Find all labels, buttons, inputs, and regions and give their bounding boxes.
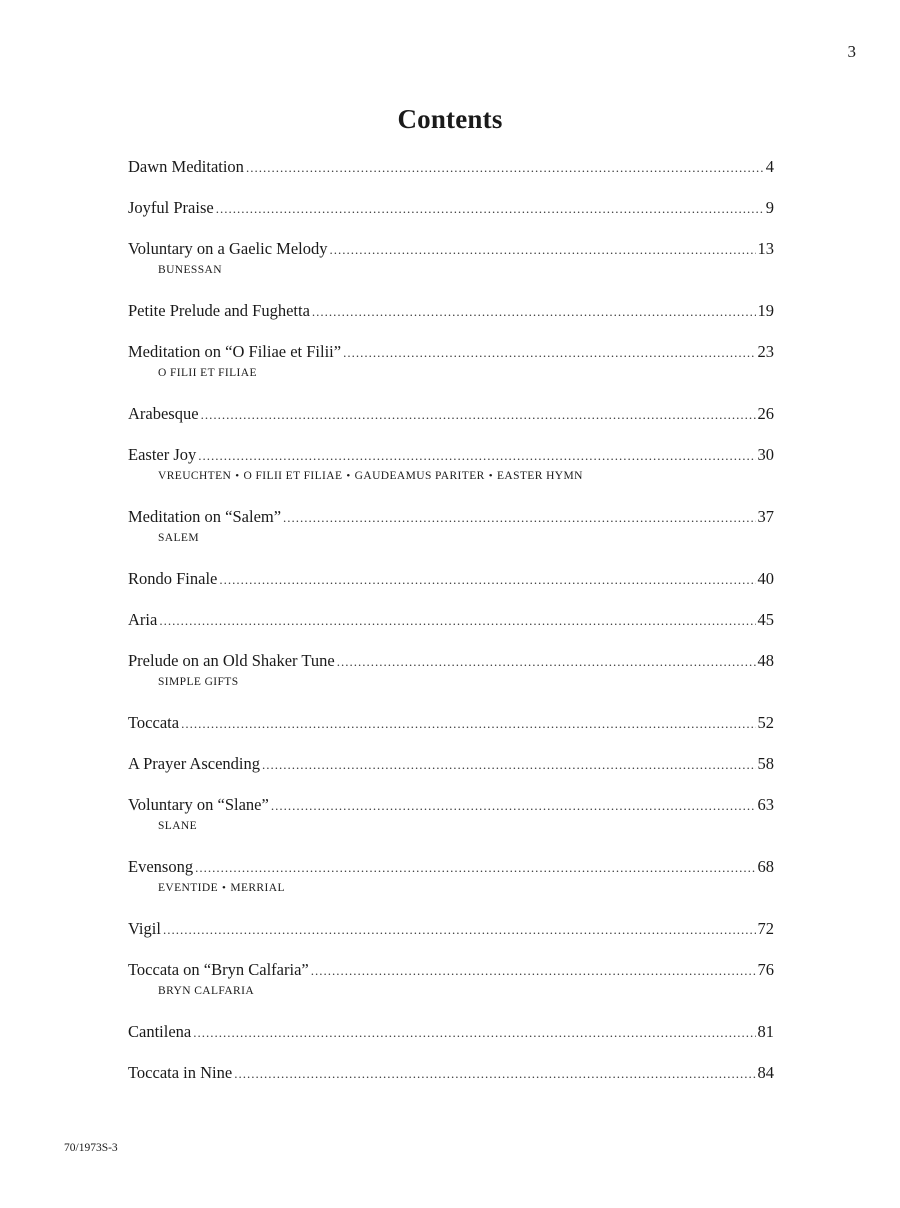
toc-entry-row	[128, 712, 774, 735]
toc-entry-title: Aria	[128, 610, 158, 629]
toc-entry-row	[128, 959, 774, 982]
bullet-separator: •	[235, 470, 240, 482]
toc-entry-page: 45	[757, 610, 774, 629]
toc-entry-page: 37	[757, 507, 774, 526]
dot-leader	[216, 198, 764, 220]
toc-entry-title: Meditation on “O Filiae et Filii”	[128, 342, 342, 361]
toc-entry-page: 48	[757, 651, 774, 670]
toc-entry-title: Arabesque	[128, 404, 199, 423]
toc-entry-row	[128, 341, 774, 364]
toc-entry-title: Cantilena	[128, 1022, 192, 1041]
toc-entry-page: 84	[757, 1063, 774, 1082]
toc-entry-page: 72	[757, 919, 774, 938]
dot-leader	[234, 1063, 755, 1085]
contents-title: Contents	[397, 104, 503, 134]
toc-entry-page: 40	[757, 569, 774, 588]
toc-entry-title: Toccata in Nine	[128, 1063, 233, 1082]
toc-entry-row	[128, 1062, 774, 1085]
toc-entry-title: Prelude on an Old Shaker Tune	[128, 651, 335, 670]
toc-entry	[128, 712, 774, 753]
tune-name: SALEM	[158, 532, 199, 544]
dot-leader	[219, 569, 755, 591]
tune-names	[158, 817, 774, 835]
toc-entry-page: 4	[765, 157, 774, 176]
toc-entry-title: A Prayer Ascending	[128, 754, 260, 773]
toc-entry	[128, 568, 774, 609]
toc-entry-page: 81	[757, 1022, 774, 1041]
toc-entry	[128, 794, 774, 856]
toc-entry-title: Voluntary on a Gaelic Melody	[128, 239, 328, 258]
tune-names	[158, 529, 774, 547]
tune-name: BRYN CALFARIA	[158, 985, 255, 997]
toc-entry-page: 26	[757, 404, 774, 423]
toc-entry-page: 76	[757, 960, 774, 979]
toc-entry	[128, 403, 774, 444]
toc-entry-title: Toccata on “Bryn Calfaria”	[128, 960, 309, 979]
toc-entry-page: 30	[757, 445, 774, 464]
dot-leader	[193, 1022, 755, 1044]
dot-leader	[311, 960, 756, 982]
toc-entry	[128, 156, 774, 197]
tune-name: BUNESSAN	[158, 264, 222, 276]
tune-name: VREUCHTEN	[158, 470, 232, 482]
dot-leader	[343, 342, 755, 364]
toc-entry-row	[128, 403, 774, 426]
toc-entry-row	[128, 753, 774, 776]
toc-entry-title: Vigil	[128, 919, 161, 938]
dot-leader	[163, 919, 756, 941]
toc-entry	[128, 1062, 774, 1103]
tune-names	[158, 467, 774, 485]
toc-entry-row	[128, 568, 774, 591]
bullet-separator: •	[346, 470, 351, 482]
dot-leader	[329, 239, 755, 261]
dot-leader	[201, 404, 756, 426]
toc-entry-title: Easter Joy	[128, 445, 197, 464]
dot-leader	[246, 157, 764, 179]
dot-leader	[195, 857, 755, 879]
toc-entry-page: 13	[757, 239, 774, 258]
dot-leader	[312, 301, 756, 323]
toc-entry-title: Petite Prelude and Fughetta	[128, 301, 310, 320]
toc-entry-page: 19	[757, 301, 774, 320]
toc-entry-row	[128, 856, 774, 879]
bullet-separator: •	[222, 882, 227, 894]
dot-leader	[181, 713, 755, 735]
toc-entry	[128, 609, 774, 650]
toc-entry-row	[128, 650, 774, 673]
tune-name: SIMPLE GIFTS	[158, 676, 239, 688]
dot-leader	[262, 754, 756, 776]
toc-entry	[128, 197, 774, 238]
tune-name: GAUDEAMUS PARITER	[354, 470, 485, 482]
toc-entry	[128, 753, 774, 794]
toc-entry-row	[128, 238, 774, 261]
toc-entry	[128, 650, 774, 712]
toc-entry-title: Rondo Finale	[128, 569, 218, 588]
toc-entry-title: Toccata	[128, 713, 180, 732]
tune-name: O FILII ET FILIAE	[158, 367, 257, 379]
toc-entry-page: 63	[757, 795, 774, 814]
toc-entry-row	[128, 609, 774, 632]
toc-entry-row	[128, 794, 774, 817]
toc-entry	[128, 238, 774, 300]
toc-entry-row	[128, 918, 774, 941]
page-number: 3	[847, 42, 856, 61]
toc-entry	[128, 506, 774, 568]
tune-name: EVENTIDE	[158, 882, 219, 894]
toc-entry	[128, 300, 774, 341]
bullet-separator: •	[488, 470, 493, 482]
toc-entry-title: Joyful Praise	[128, 198, 214, 217]
toc-entry-row	[128, 156, 774, 179]
tune-names	[158, 261, 774, 279]
tune-names	[158, 673, 774, 691]
toc-entry	[128, 918, 774, 959]
toc-entry-row	[128, 444, 774, 467]
tune-name: EASTER HYMN	[496, 470, 583, 482]
dot-leader	[283, 507, 755, 529]
dot-leader	[198, 445, 755, 467]
table-of-contents	[128, 156, 774, 1103]
tune-name: MERRIAL	[230, 882, 285, 894]
toc-entry-row	[128, 1021, 774, 1044]
tune-name: SLANE	[158, 820, 198, 832]
toc-entry-row	[128, 506, 774, 529]
toc-entry-title: Evensong	[128, 857, 194, 876]
toc-entry-page: 23	[757, 342, 774, 361]
tune-name: O FILII ET FILIAE	[243, 470, 343, 482]
tune-names	[158, 879, 774, 897]
dot-leader	[159, 610, 755, 632]
toc-entry-page: 52	[757, 713, 774, 732]
toc-entry-page: 9	[765, 198, 774, 217]
toc-entry	[128, 341, 774, 403]
dot-leader	[271, 795, 756, 817]
toc-entry	[128, 444, 774, 506]
toc-entry	[128, 1021, 774, 1062]
toc-entry-row	[128, 197, 774, 220]
tune-names	[158, 364, 774, 382]
toc-entry-row	[128, 300, 774, 323]
toc-entry-page: 58	[757, 754, 774, 773]
toc-entry-title: Meditation on “Salem”	[128, 507, 282, 526]
toc-entry-title: Voluntary on “Slane”	[128, 795, 269, 814]
tune-names	[158, 982, 774, 1000]
catalog-code: 70/1973S-3	[64, 1142, 118, 1154]
toc-entry	[128, 959, 774, 1021]
toc-entry	[128, 856, 774, 918]
toc-entry-title: Dawn Meditation	[128, 157, 244, 176]
toc-entry-page: 68	[757, 857, 774, 876]
dot-leader	[337, 651, 756, 673]
